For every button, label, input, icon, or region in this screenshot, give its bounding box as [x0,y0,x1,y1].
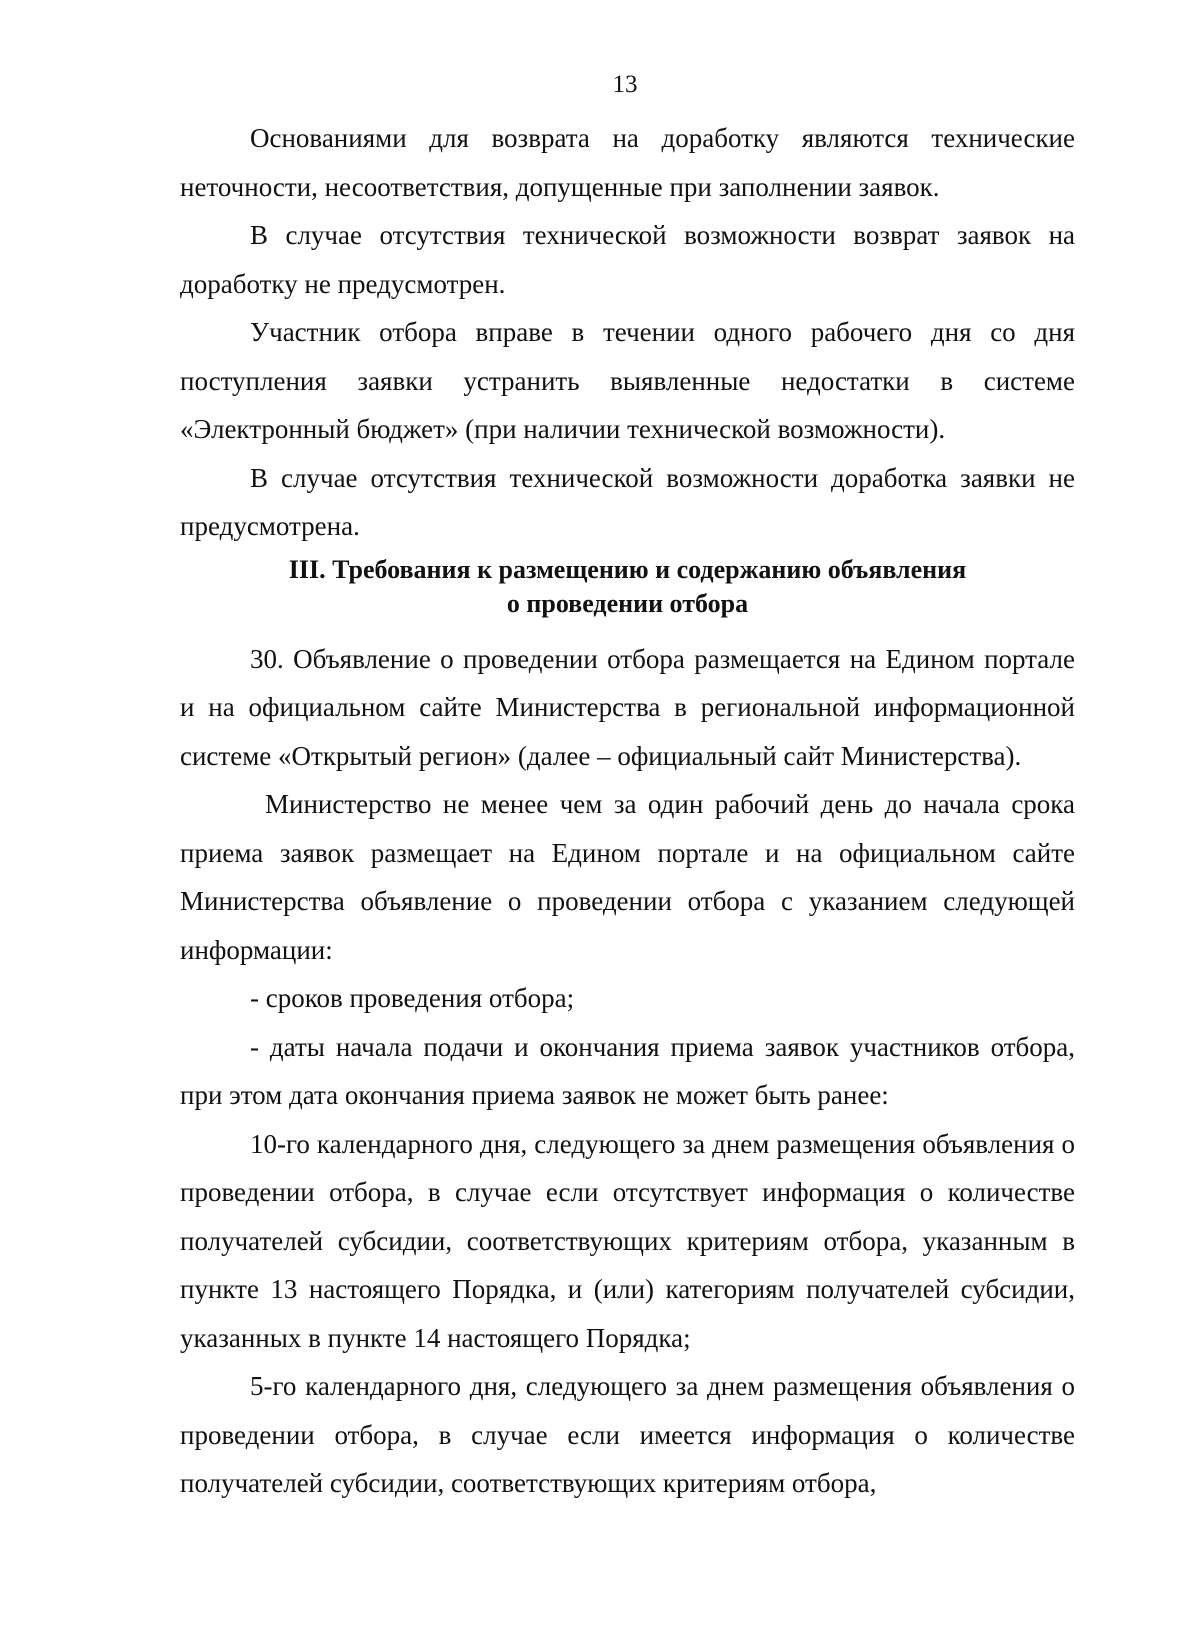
paragraph-participant-right: Участник отбора вправе в течении одного рабочего дня со дня поступления заявки устранить выявленные недостатки в системе «Электронный бюджет» (при наличии технической возможности). [180,317,1075,444]
paragraph-return-grounds: Основаниями для возврата на доработку являются технические неточности, несоответствия, допущенные при заполнении заявок. [180,123,1075,202]
list-item-terms: - сроков проведения отбора; [250,983,575,1013]
section-heading-line-1: III. Требования к размещению и содержанию объявления [288,554,967,584]
paragraph-fifth-day: 5-го календарного дня, следующего за днем размещения объявления о проведении отбора, в случае если имеется информация о количестве получателей субсидии, соответствующих критериям отбора, [180,1371,1075,1498]
section-heading [180,551,1075,635]
paragraph-ministry-announcement: Министерство не менее чем за один рабочий день до начала срока приема заявок размещает на Едином портале и на официальном сайте Министерства объявление о проведении отбора с указанием следующей информации: [180,789,1075,965]
document-body [180,114,1075,1508]
section-heading-line-2: о проведении отбора [506,588,749,618]
paragraph-no-return: В случае отсутствия технической возможности возврат заявок на доработку не предусмотрен. [180,220,1075,299]
page-number: 13 [612,71,638,98]
paragraph-item-30: 30. Объявление о проведении отбора размещается на Едином портале и на официальном сайте Министерства в региональной информационной системе «Открытый регион» (далее – официальный сайт Министерства). [180,643,1075,771]
paragraph-no-revision: В случае отсутствия технической возможности доработка заявки не предусмотрена. [180,462,1075,541]
paragraph-tenth-day: 10-го календарного дня, следующего за днем размещения объявления о проведении отбора, в случае если отсутствует информация о количестве получателей субсидии, соответствующих критериям отбора, указанным в пункте 13 настоящего Порядка, и (или) категориям получателей субсидии, указанных в пункте 14 настоящего Порядка; [180,1128,1075,1353]
list-item-dates: - даты начала подачи и окончания приема заявок участников отбора, при этом дата окончания приема заявок не может быть ранее: [180,1031,1075,1110]
